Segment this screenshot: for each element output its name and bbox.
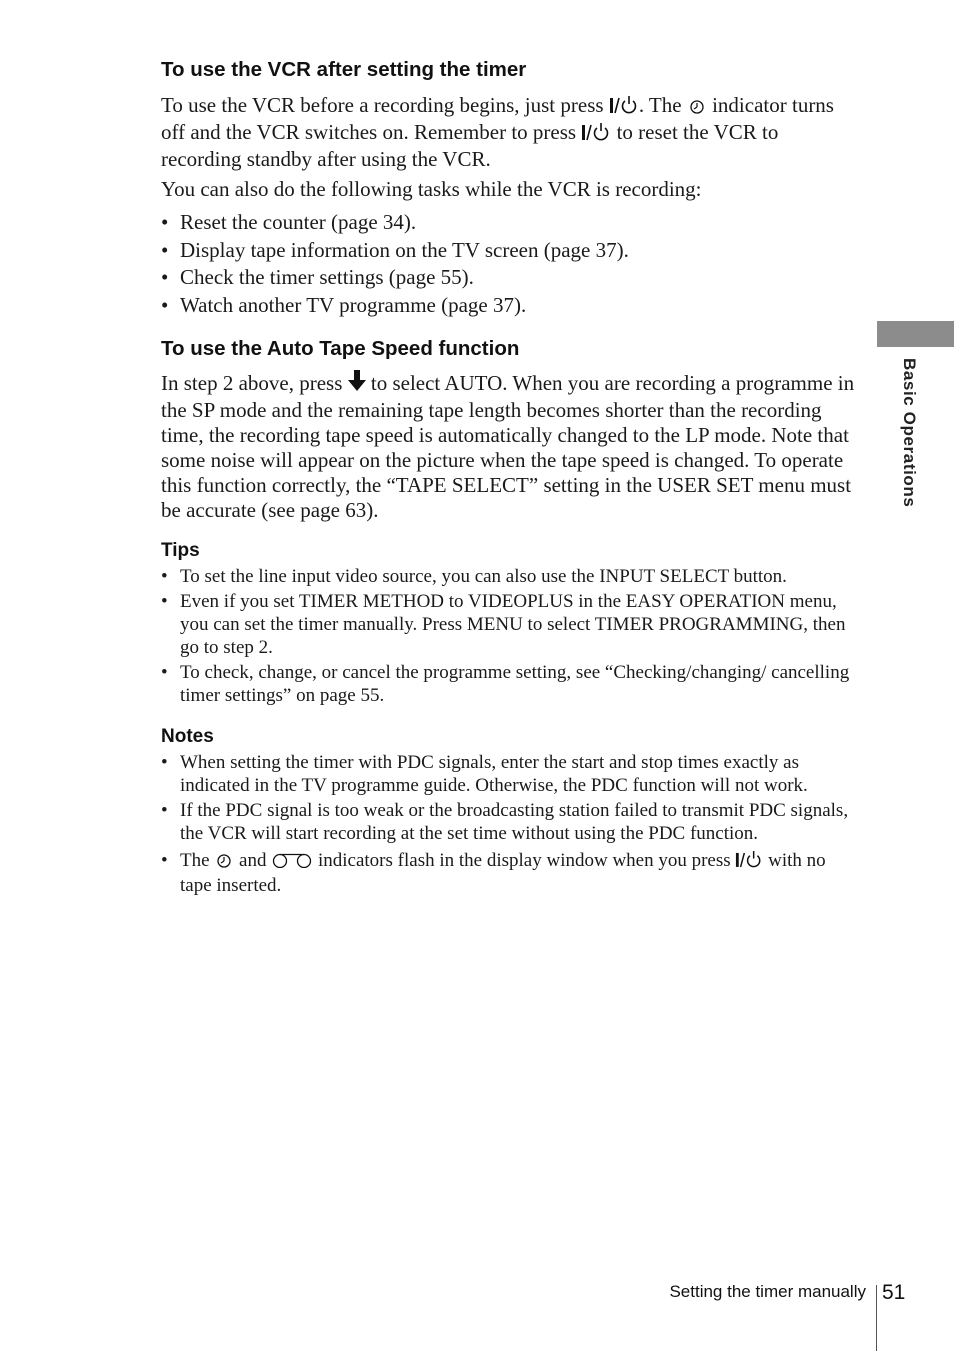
list-item: • When setting the timer with PDC signals, enter the start and stop times exactly as indicated in the TV programme guide. Otherwise, the PDC function will not work.: [161, 752, 808, 796]
tips-list: [161, 565, 861, 709]
recording-tasks-list: [161, 209, 861, 319]
power-standby-icon: [735, 850, 763, 874]
section-heading-auto-tape-speed: To use the Auto Tape Speed function: [161, 337, 520, 360]
paragraph-tasks-while-recording: You can also do the following tasks while the VCR is recording:: [161, 177, 702, 201]
footer-divider: [876, 1285, 877, 1351]
down-arrow-icon: [348, 370, 366, 398]
page-number: 51: [882, 1281, 906, 1304]
list-item: • Check the timer settings (page 55).: [161, 265, 474, 289]
list-item: • Display tape information on the TV screen (page 37).: [161, 237, 629, 262]
list-item: • The and indicators flash in the display window when you press with no tape inserted.: [161, 850, 826, 896]
list-item: • Even if you set TIMER METHOD to VIDEOPLUS in the EASY OPERATION menu, you can set the timer manually. Press MENU to select TIMER PROGRAMMING, then go to step 2.: [161, 591, 846, 658]
footer-section-title: Setting the timer manually: [669, 1282, 866, 1301]
power-standby-icon: [609, 95, 639, 120]
list-item: • To check, change, or cancel the programme setting, see “Checking/changing/ cancelling timer settings” on page 55.: [161, 662, 850, 706]
chapter-tab-marker: [877, 321, 954, 347]
list-item: • Watch another TV programme (page 37).: [161, 292, 527, 317]
list-item: • To set the line input video source, you can also use the INPUT SELECT button.: [161, 566, 787, 587]
chapter-side-label: Basic Operations: [900, 358, 919, 508]
paragraph-use-vcr-before-recording: To use the VCR before a recording begins, just press . The indicator turns off and the VCR switches on. Remember to press to reset the VCR to recording standby after using the VCR.: [161, 93, 834, 171]
paragraph-auto-tape-speed: In step 2 above, press to select AUTO. When you are recording a programme in the SP mode and the remaining tape length becomes shorter than the recording time, the recording tape speed is automatically changed to the LP mode. Note that some noise will appear on the picture when the tape speed is changed. To operate this function correctly, the “TAPE SELECT” setting in the USER SET menu must be accurate (see page 63).: [161, 371, 855, 522]
section-heading-vcr-after-timer: To use the VCR after setting the timer: [161, 58, 527, 81]
tips-heading: Tips: [161, 540, 200, 561]
power-standby-icon: [581, 122, 611, 147]
timer-clock-icon: [687, 95, 707, 120]
list-item: • If the PDC signal is too weak or the broadcasting station failed to transmit PDC signals, the VCR will start recording at the set time without using the PDC function.: [161, 800, 849, 844]
notes-heading: Notes: [161, 726, 214, 747]
notes-list: [161, 751, 861, 899]
timer-clock-icon: [214, 851, 234, 874]
list-item: • Reset the counter (page 34).: [161, 210, 417, 234]
tape-cassette-icon: [271, 851, 313, 874]
